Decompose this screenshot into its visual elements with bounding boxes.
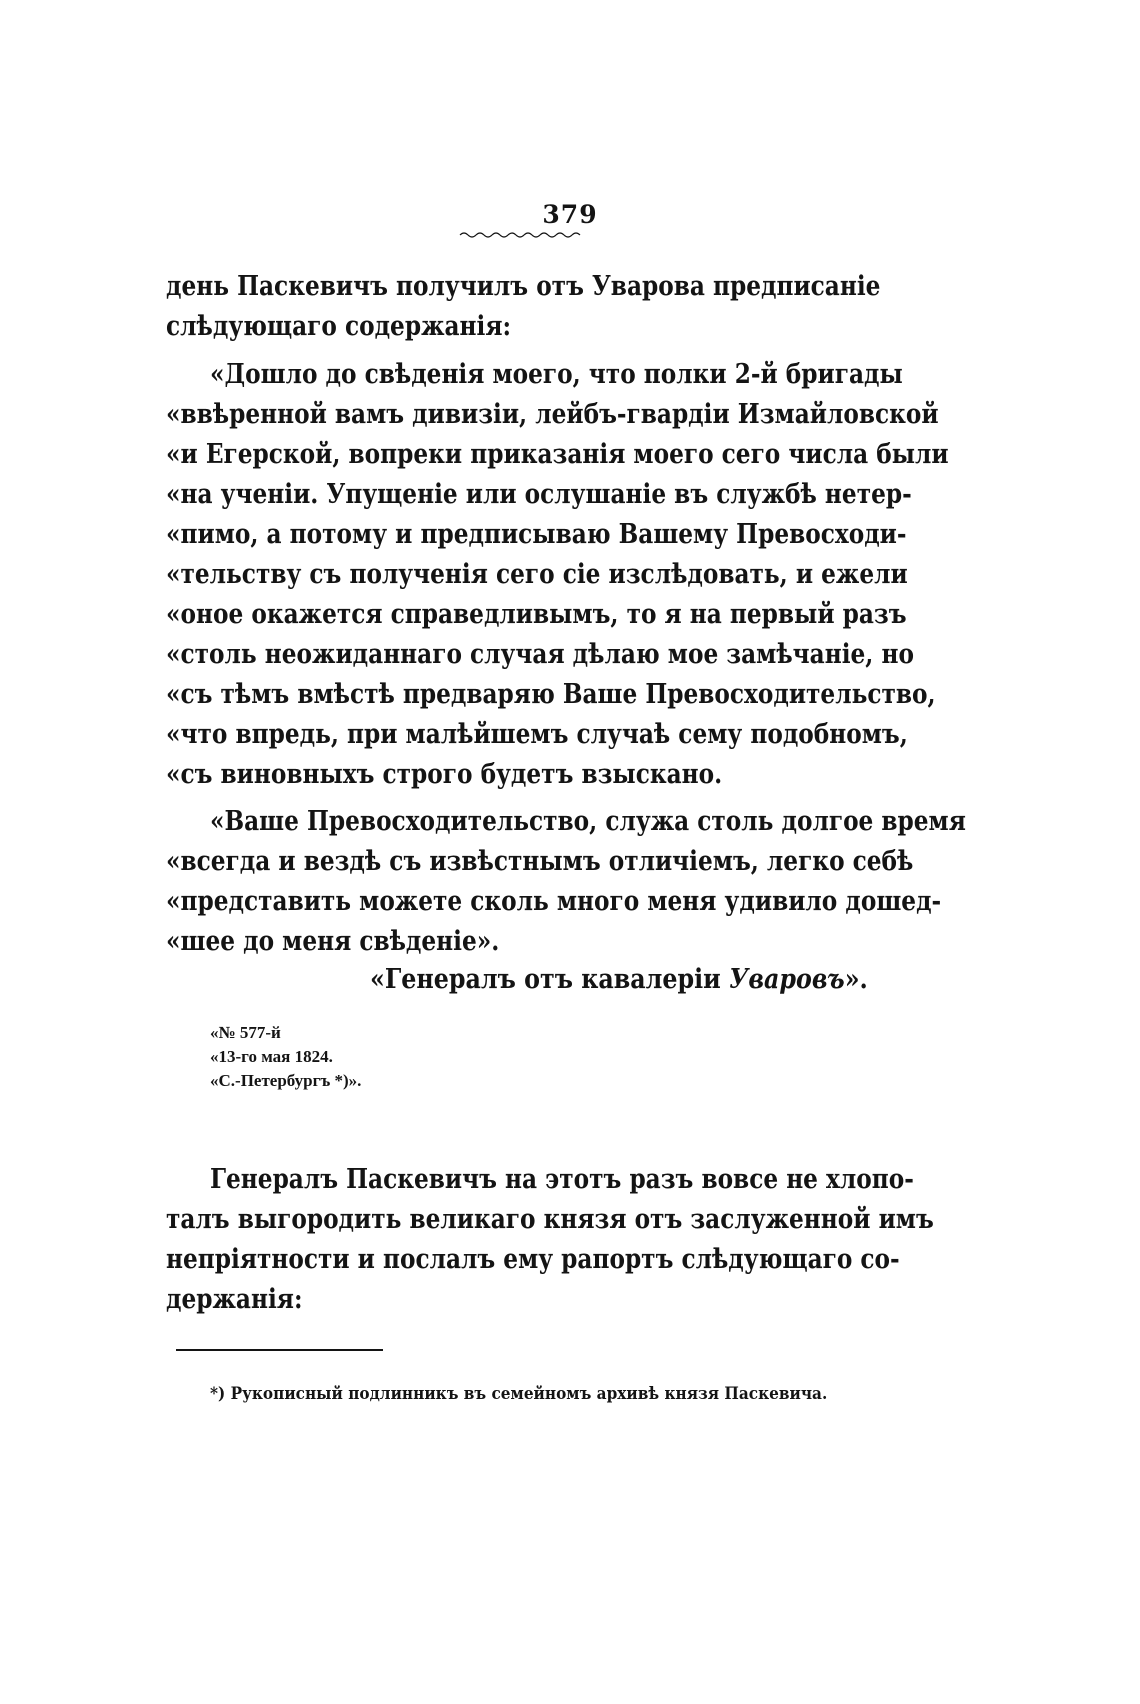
quote-line: «столь неожиданнаго случая дѣлаю мое замѣчаніе, но: [166, 639, 914, 670]
signature-prefix: «Генералъ отъ кавалеріи: [370, 964, 730, 995]
quote-line: «оное окажется справедливымъ, то я на первый разъ: [166, 599, 907, 630]
page-number: 379: [542, 200, 598, 229]
quote-line: «на ученіи. Упущеніе или ослушаніе въ службѣ нетер-: [166, 479, 912, 510]
document-date: «13-го мая 1824.: [210, 1047, 333, 1066]
quote-line: «ввѣренной вамъ дивизіи, лейбъ-гвардіи Измайловской: [166, 399, 939, 430]
text-line: Генералъ Паскевичъ на этотъ разъ вовсе не хлопо-: [210, 1164, 914, 1195]
quote-line: «съ виновныхъ строго будетъ взыскано.: [166, 759, 723, 790]
quote-line: «представить можете сколь много меня удивило дошед-: [166, 886, 942, 917]
quote-line: «съ тѣмъ вмѣстѣ предваряю Ваше Превосходительство,: [166, 679, 936, 710]
document-number: «№ 577-й: [210, 1023, 281, 1042]
text-line: день Паскевичъ получилъ отъ Уварова предписаніе: [166, 271, 881, 302]
footnote-divider: [176, 1349, 383, 1351]
quote-line: «шее до меня свѣденіе».: [166, 926, 500, 957]
quote-line: «и Егерской, вопреки приказанія моего сего числа были: [166, 439, 949, 470]
text-line: талъ выгородить великаго князя отъ заслуженной имъ: [166, 1204, 934, 1235]
text-line: непріятности и послалъ ему рапортъ слѣдующаго со-: [166, 1244, 900, 1275]
document-place: «С.-Петербургъ *)».: [210, 1071, 362, 1090]
quote-line: «что впредь, при малѣйшемъ случаѣ сему подобномъ,: [166, 719, 908, 750]
quote-line: «Дошло до свѣденія моего, что полки 2-й бригады: [210, 359, 903, 390]
quote-line: «всегда и вездѣ съ извѣстнымъ отличіемъ, легко себѣ: [166, 846, 914, 877]
signature-name: Уваровъ: [729, 964, 845, 995]
text-line: слѣдующаго содержанія:: [166, 311, 512, 342]
text-line: держанія:: [166, 1284, 303, 1315]
quote-line: «тельству съ полученія сего сіе изслѣдовать, и ежели: [166, 559, 908, 590]
decorative-wavy-rule: [460, 230, 580, 240]
quote-line: «Ваше Превосходительство, служа столь долгое время: [210, 806, 966, 837]
footnote: *) Рукописный подлинникъ въ семейномъ архивѣ князя Паскевича.: [210, 1384, 828, 1404]
signature-suffix: ».: [844, 964, 868, 995]
quote-line: «пимо, а потому и предписываю Вашему Превосходи-: [166, 519, 907, 550]
signature: [370, 960, 868, 1000]
